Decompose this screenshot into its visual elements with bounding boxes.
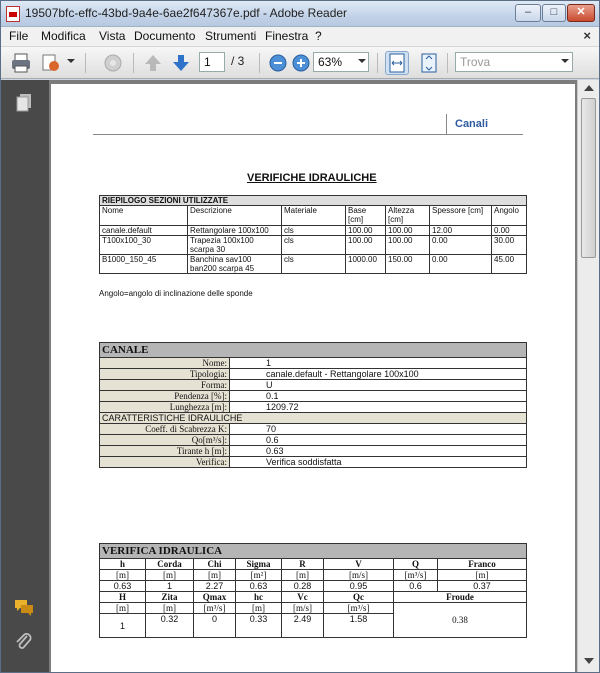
table-cell: cls	[282, 236, 346, 255]
col-header: Angolo	[492, 206, 527, 226]
unit-cell: [m/s]	[324, 570, 394, 581]
table-row	[100, 446, 527, 457]
menu-strumenti[interactable]: Strumenti	[205, 29, 257, 43]
maximize-button[interactable]: □	[542, 4, 566, 22]
unit-cell: [m]	[438, 570, 527, 581]
field-value: 1209.72	[230, 402, 527, 413]
table-cell: canale.default	[100, 226, 188, 236]
field-value: canale.default - Rettangolare 100x100	[230, 369, 527, 380]
angle-note: Angolo=angolo di inclinazione delle sponde	[99, 289, 253, 298]
col-header: Vc	[282, 592, 324, 603]
value-cell: 0.32	[146, 614, 194, 638]
document-title: VERIFICHE IDRAULICHE	[247, 172, 377, 184]
value-cell: 0.37	[438, 581, 527, 592]
table-cell: 0.00	[430, 255, 492, 274]
close-button[interactable]: ✕	[567, 4, 595, 22]
col-header: R	[282, 559, 324, 570]
table-row	[100, 380, 527, 391]
table-cell: 100.00	[346, 236, 386, 255]
table-cell: 150.00	[386, 255, 430, 274]
pages-icon[interactable]	[13, 92, 35, 114]
window-title: 19507bfc-effc-43bd-9a4e-6ae2f647367e.pdf - Adobe Reader	[25, 6, 348, 20]
table-cell: 100.00	[386, 236, 430, 255]
document-view[interactable]	[49, 80, 577, 672]
menu-file[interactable]: File	[9, 29, 29, 43]
unit-cell: [m]	[194, 570, 236, 581]
toolbar-separator	[447, 53, 448, 73]
field-label: Tipologia:	[100, 369, 230, 380]
vertical-scrollbar[interactable]	[577, 80, 599, 672]
unit-cell: [m]	[236, 603, 282, 614]
col-header: Froude	[394, 592, 527, 603]
unit-cell: [m³/s]	[324, 603, 394, 614]
scroll-up-icon[interactable]	[584, 85, 594, 91]
col-header: Franco	[438, 559, 527, 570]
menu-modifica[interactable]: Modifica	[41, 29, 86, 43]
value-cell: 0.6	[394, 581, 438, 592]
share-dropdown-icon[interactable]	[67, 59, 75, 63]
verifica-table	[99, 543, 527, 638]
pdf-page	[51, 84, 575, 672]
value-cell: 2.49	[282, 614, 324, 638]
unit-cell: [m]	[100, 603, 146, 614]
toolbar-separator	[259, 53, 260, 73]
toolbar-separator	[85, 53, 86, 73]
table-row	[100, 424, 527, 435]
search-dropdown-icon[interactable]	[561, 59, 569, 63]
next-page-icon[interactable]	[169, 51, 193, 75]
zoom-select[interactable]: 63%	[313, 52, 369, 72]
menu-bar	[1, 27, 599, 47]
field-label: Verifica:	[100, 457, 230, 468]
fit-page-icon[interactable]	[417, 51, 441, 75]
col-header: Sigma	[236, 559, 282, 570]
navigation-pane	[1, 80, 49, 672]
field-value: U	[230, 380, 527, 391]
table-cell: 100.00	[386, 226, 430, 236]
value-cell: 1	[100, 614, 146, 638]
table-cell: 1000.00	[346, 255, 386, 274]
print-icon[interactable]	[9, 51, 33, 75]
pdf-file-icon	[6, 6, 20, 22]
table-cell: cls	[282, 255, 346, 274]
field-value: 0.6	[230, 435, 527, 446]
col-header: Materiale	[282, 206, 346, 226]
field-label: Forma:	[100, 380, 230, 391]
header-canali: Canali	[455, 118, 489, 130]
col-header: Altezza [cm]	[386, 206, 430, 226]
sections-table	[99, 195, 527, 274]
hydraulic-subcaption: CARATTERISTICHE IDRAULICHE	[100, 413, 527, 424]
unit-cell: [m]	[100, 570, 146, 581]
zoom-out-icon[interactable]	[266, 51, 290, 75]
table-row	[100, 369, 527, 380]
col-header: hc	[236, 592, 282, 603]
comments-icon[interactable]	[13, 597, 35, 619]
field-value: 70	[230, 424, 527, 435]
zoom-in-icon[interactable]	[289, 51, 313, 75]
unit-cell: [m]	[146, 603, 194, 614]
title-bar	[1, 1, 599, 27]
col-header: h	[100, 559, 146, 570]
table-cell: 0.00	[430, 236, 492, 255]
col-header: Base [cm]	[346, 206, 386, 226]
value-cell: 0.38	[394, 603, 527, 638]
field-value: 0.1	[230, 391, 527, 402]
col-header: Nome	[100, 206, 188, 226]
table-cell: T100x100_30	[100, 236, 188, 255]
verifica-caption: VERIFICA IDRAULICA	[100, 544, 527, 559]
table-cell: B1000_150_45	[100, 255, 188, 274]
table-row	[100, 226, 527, 236]
toolbar	[1, 47, 599, 79]
field-value: Verifica soddisfatta	[230, 457, 527, 468]
col-header: Descrizione	[188, 206, 282, 226]
col-header: Chi	[194, 559, 236, 570]
menu-help[interactable]: ?	[315, 29, 322, 43]
table-cell: 12.00	[430, 226, 492, 236]
menu-vista[interactable]: Vista	[99, 29, 126, 43]
collaborate-icon[interactable]	[101, 51, 125, 75]
value-cell: 0.28	[282, 581, 324, 592]
unit-cell: [m]	[282, 570, 324, 581]
attachments-icon[interactable]	[13, 631, 35, 653]
col-header: Qc	[324, 592, 394, 603]
table-cell: Trapezia 100x100 scarpa 30	[188, 236, 282, 255]
value-cell: 0.95	[324, 581, 394, 592]
table-row	[100, 255, 527, 274]
table-cell: cls	[282, 226, 346, 236]
page-total: / 3	[231, 54, 245, 68]
value-cell: 0.33	[236, 614, 282, 638]
scroll-down-icon[interactable]	[584, 658, 594, 664]
field-label: Tirante h [m]:	[100, 446, 230, 457]
toolbar-separator	[377, 53, 378, 73]
fit-width-icon[interactable]	[385, 51, 409, 75]
field-value: 1	[230, 358, 527, 369]
field-label: Pendenza [%]:	[100, 391, 230, 402]
value-cell: 0.63	[236, 581, 282, 592]
table-cell: Rettangolare 100x100	[188, 226, 282, 236]
table-row	[100, 391, 527, 402]
value-cell: 2.27	[194, 581, 236, 592]
field-label: Nome:	[100, 358, 230, 369]
share-icon[interactable]	[39, 51, 63, 75]
table-cell: 30.00	[492, 236, 527, 255]
canale-table	[99, 342, 527, 468]
table-row	[100, 402, 527, 413]
value-cell: 1.58	[324, 614, 394, 638]
minimize-button[interactable]: –	[515, 4, 541, 22]
sections-caption: RIEPILOGO SEZIONI UTILIZZATE	[100, 196, 527, 206]
value-cell: 0.63	[100, 581, 146, 592]
col-header: Qmax	[194, 592, 236, 603]
unit-cell: [m/s]	[282, 603, 324, 614]
search-input[interactable]: Trova	[455, 52, 573, 72]
page-number-input[interactable]: 1	[199, 52, 225, 72]
table-row	[100, 457, 527, 468]
field-value: 0.63	[230, 446, 527, 457]
table-row	[100, 236, 527, 255]
col-header: Zita	[146, 592, 194, 603]
unit-cell: [m²]	[236, 570, 282, 581]
toolbar-separator	[133, 53, 134, 73]
field-label: Coeff. di Scabrezza K:	[100, 424, 230, 435]
table-cell: 45.00	[492, 255, 527, 274]
table-cell: 100.00	[346, 226, 386, 236]
scroll-thumb[interactable]	[581, 98, 596, 258]
canale-caption: CANALE	[100, 343, 527, 358]
field-label: Lunghezza [m]:	[100, 402, 230, 413]
table-row	[100, 358, 527, 369]
unit-cell: [m³/s]	[394, 570, 438, 581]
document-close-icon[interactable]: ×	[583, 28, 591, 43]
table-cell: 0.00	[492, 226, 527, 236]
col-header: H	[100, 592, 146, 603]
unit-cell: [m]	[146, 570, 194, 581]
col-header: Corda	[146, 559, 194, 570]
field-label: Qo[m³/s]:	[100, 435, 230, 446]
previous-page-icon[interactable]	[141, 51, 165, 75]
unit-cell: [m³/s]	[194, 603, 236, 614]
menu-finestra[interactable]: Finestra	[265, 29, 309, 43]
value-cell: 1	[146, 581, 194, 592]
col-header: Spessore [cm]	[430, 206, 492, 226]
table-cell: Banchina sav100 ban200 scarpa 45	[188, 255, 282, 274]
value-cell: 0	[194, 614, 236, 638]
zoom-dropdown-icon[interactable]	[358, 59, 366, 63]
menu-documento[interactable]: Documento	[134, 29, 196, 43]
table-row	[100, 581, 527, 592]
col-header: V	[324, 559, 394, 570]
col-header: Q	[394, 559, 438, 570]
header-rule	[93, 134, 523, 135]
table-row	[100, 435, 527, 446]
header-divider	[446, 114, 447, 135]
